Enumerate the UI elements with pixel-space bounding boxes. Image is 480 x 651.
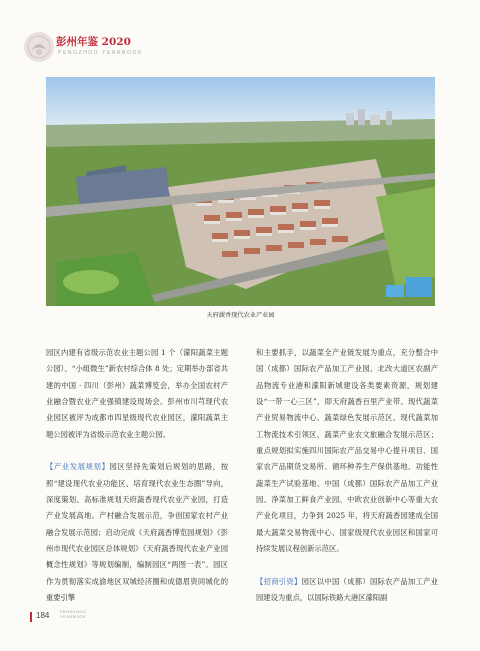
paragraph-text: 园区以中国（成都）国际农产品加工产业园建设为重点，以国际铁路大港区濛阳副 <box>256 576 439 603</box>
left-column <box>46 345 228 607</box>
paragraph-text: 园区坚持先策划后规划的思路，按照“建设现代农业功能区、培育现代农业生态圈”导向，深度策划、高标准规划天府蔬香现代农业产业园，打造产业发展高地。产村融合发展示范，争创国家农村产业融合发展示范园；启动完成《天府蔬香博览园规划》《彭州市现代农业园区总体规划》《天府蔬香现代农业产业园概念性规划》等规划编制，编制园区“两图一表”。园区作为贯彻落实成渝地区双城经济圈和成德眉资同城化的重要引擎 <box>46 462 229 603</box>
aerial-photo <box>46 77 435 306</box>
yearbook-logo-icon <box>22 30 56 64</box>
right-column <box>256 345 438 607</box>
section-label: 【招商引资】 <box>256 576 302 586</box>
page-header <box>12 30 152 64</box>
footer-accent-bar <box>30 612 32 622</box>
paragraph-text: 和主要抓手，以蔬菜全产业链发展为重点，充分整合中国（成都）国际农产品加工产业园、北改大道区农副产品物流专业港和濛阳新城建设各类要素资源，规划建设“一带一心三区”，即天府蔬香百里产业带、现代蔬菜产业贸易物流中心、蔬菜绿色发展示范区、现代蔬菜加工物流技术引领区、蔬菜产业农文旅融合发展示范区；重点规划拟实施四川国际农产品交易中心提升项目、国家农产品期货交易所、循环种养生产保供基地、功能性蔬菜生产试验基地、中国（成都）国际农产品加工产业园、净菜加工鲜食产业园、中欧农业创新中心等重大农产业化项目，力争到 2025 年，将天府蔬香园建成全国最大蔬菜交易物流中心、国家级现代农业园区和国家可持续发展议程创新示范区。 <box>256 348 438 554</box>
paragraph <box>46 345 228 443</box>
footer-yearbook-label <box>60 610 86 620</box>
footer-title-line1: PENGZHOU <box>60 610 87 614</box>
paragraph <box>46 459 228 606</box>
photo-caption: 天府蔬香现代农业产业园 <box>206 312 275 319</box>
yearbook-subtitle: PENGZHOU YEARBOOK <box>58 50 143 56</box>
page-number: 184 <box>36 611 50 620</box>
yearbook-title: 彭州年鉴 2020 <box>56 36 131 48</box>
paragraph-text: 园区内建有省级示范农业主题公园 1 个（濛阳蔬菜主题公园）、“小组微生”新农村综合体 8 处；定期举办部省共建的中国 · 四川（彭州）蔬菜博览会，举办全国农村产业融合暨农业产业强镇建设现场会。彭州市川芎现代农业园区被评为成都市四星级现代农业园区，濛阳蔬菜主题公园被评为省级示范农业主题公园。 <box>46 348 228 439</box>
footer-title-line2: YEARBOOK <box>60 615 87 619</box>
page-footer <box>30 610 140 624</box>
section-label: 【产业发展规划】 <box>46 462 110 472</box>
paragraph <box>256 345 438 557</box>
paragraph <box>256 574 438 607</box>
